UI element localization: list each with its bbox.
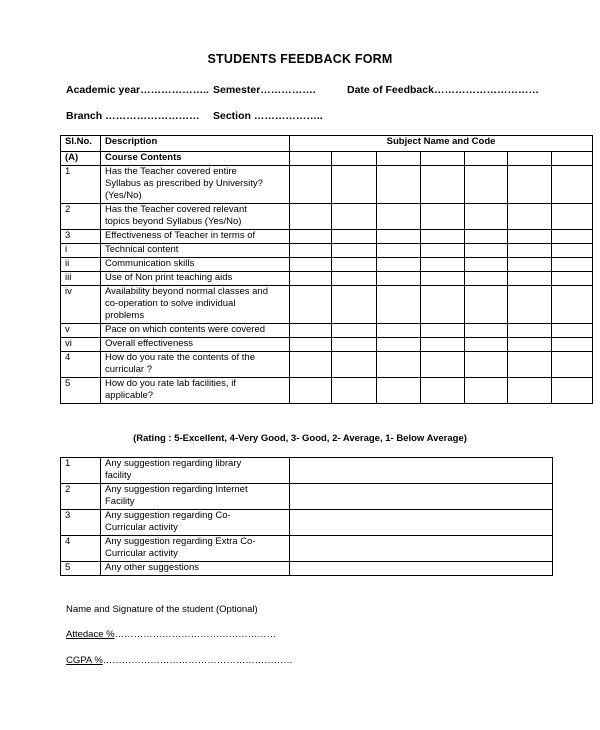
description-line: Facility (105, 496, 135, 507)
rating-cell[interactable] (508, 324, 552, 338)
row-number: 4 (61, 536, 101, 562)
rating-cell[interactable] (508, 378, 552, 404)
academic-year-field: Academic year……………….. (66, 84, 209, 96)
rating-cell[interactable] (290, 204, 332, 230)
description-line: curricular ? (105, 364, 152, 375)
rating-cell[interactable] (421, 378, 465, 404)
rating-cell[interactable] (465, 324, 508, 338)
row-number: vi (61, 338, 101, 352)
suggestion-cell[interactable] (290, 510, 553, 536)
rating-cell[interactable] (508, 286, 552, 324)
description-line: Curricular activity (105, 522, 178, 533)
rating-cell[interactable] (421, 244, 465, 258)
rating-cell[interactable] (332, 152, 377, 166)
cgpa-dots: …………………………………………………… (102, 655, 293, 666)
rating-cell[interactable] (332, 258, 377, 272)
rating-cell[interactable] (377, 378, 421, 404)
rating-cell[interactable] (508, 272, 552, 286)
rating-cell[interactable] (290, 324, 332, 338)
description-line: Availability beyond normal classes and (105, 286, 268, 297)
suggestion-cell[interactable] (290, 458, 553, 484)
rating-cell[interactable] (508, 204, 552, 230)
table-row (61, 458, 553, 484)
suggestion-cell[interactable] (290, 484, 553, 510)
description-header: Description (101, 136, 290, 152)
rating-cell[interactable] (377, 258, 421, 272)
description-line: Has the Teacher covered relevant (105, 204, 247, 215)
rating-cell[interactable] (377, 324, 421, 338)
rating-cell[interactable] (465, 286, 508, 324)
rating-cell[interactable] (332, 166, 377, 204)
rating-cell[interactable] (465, 352, 508, 378)
row-description (101, 272, 290, 286)
attendance-dots: …………………………………………… (114, 629, 277, 640)
row-number: 5 (61, 378, 101, 404)
table-row (61, 324, 593, 338)
table-header-row (61, 136, 593, 152)
branch-field: Branch ……………………… (66, 110, 200, 122)
rating-scale: (Rating : 5-Excellent, 4-Very Good, 3- Good, 2- Average, 1- Below Average) (133, 433, 467, 444)
rating-cell[interactable] (465, 378, 508, 404)
table-row (61, 338, 593, 352)
table-row (61, 510, 553, 536)
rating-cell[interactable] (465, 272, 508, 286)
rating-cell[interactable] (465, 166, 508, 204)
rating-cell[interactable] (332, 272, 377, 286)
description-line: (Yes/No) (105, 190, 142, 201)
rating-cell[interactable] (377, 352, 421, 378)
description-line: Course Contents (105, 152, 182, 163)
rating-cell[interactable] (421, 230, 465, 244)
rating-cell[interactable] (290, 258, 332, 272)
description-line: Curricular activity (105, 548, 178, 559)
rating-cell[interactable] (377, 204, 421, 230)
rating-cell[interactable] (465, 230, 508, 244)
row-description (101, 378, 290, 404)
rating-cell[interactable] (421, 272, 465, 286)
description-line: Any other suggestions (105, 562, 200, 573)
row-number: 1 (61, 458, 101, 484)
rating-cell[interactable] (508, 258, 552, 272)
row-description (101, 352, 290, 378)
row-number: iv (61, 286, 101, 324)
rating-cell[interactable] (465, 338, 508, 352)
semester-field: Semester……………. (213, 84, 316, 96)
rating-cell[interactable] (377, 230, 421, 244)
rating-cell[interactable] (465, 258, 508, 272)
table-row (61, 562, 553, 576)
rating-cell[interactable] (332, 324, 377, 338)
row-description (101, 338, 290, 352)
description-line: Communication skills (105, 258, 195, 269)
description-line: applicable? (105, 390, 154, 401)
rating-cell[interactable] (552, 378, 593, 404)
suggestions-table (60, 457, 553, 576)
rating-cell[interactable] (290, 352, 332, 378)
row-description (101, 204, 290, 230)
table-row (61, 286, 593, 324)
rating-cell[interactable] (377, 244, 421, 258)
row-description (101, 230, 290, 244)
table-row (61, 272, 593, 286)
rating-cell[interactable] (421, 352, 465, 378)
row-description (101, 324, 290, 338)
rating-cell[interactable] (552, 338, 593, 352)
row-description (101, 166, 290, 204)
rating-cell[interactable] (552, 152, 593, 166)
description-line: topics beyond Syllabus (Yes/No) (105, 216, 242, 227)
rating-cell[interactable] (508, 152, 552, 166)
rating-cell[interactable] (290, 338, 332, 352)
rating-cell[interactable] (421, 338, 465, 352)
rating-cell[interactable] (290, 230, 332, 244)
row-description (101, 458, 290, 484)
table-row (61, 230, 593, 244)
row-description (101, 286, 290, 324)
rating-cell[interactable] (552, 244, 593, 258)
rating-cell[interactable] (465, 204, 508, 230)
rating-cell[interactable] (332, 378, 377, 404)
description-line: Effectiveness of Teacher in terms of (105, 230, 256, 241)
rating-cell[interactable] (508, 230, 552, 244)
cgpa-label: CGPA % (66, 655, 103, 666)
rating-cell[interactable] (508, 352, 552, 378)
table-row (61, 536, 553, 562)
table-row (61, 484, 553, 510)
rating-cell[interactable] (552, 230, 593, 244)
description-line: Has the Teacher covered entire (105, 166, 237, 177)
table-row (61, 244, 593, 258)
attendance-label: Attedace % (66, 629, 115, 640)
row-description (101, 258, 290, 272)
row-number: ii (61, 258, 101, 272)
description-line: Any suggestion regarding Internet (105, 484, 248, 495)
row-number: 4 (61, 352, 101, 378)
table-row (61, 352, 593, 378)
rating-cell[interactable] (465, 244, 508, 258)
description-line: Technical content (105, 244, 179, 255)
description-line: Any suggestion regarding Co- (105, 510, 231, 521)
rating-cell[interactable] (332, 338, 377, 352)
rating-cell[interactable] (290, 272, 332, 286)
rating-cell[interactable] (552, 204, 593, 230)
rating-cell[interactable] (332, 244, 377, 258)
section-field: Section ……………….. (213, 110, 323, 122)
date-of-feedback-field: Date of Feedback………………………… (347, 84, 539, 96)
rating-cell[interactable] (290, 152, 332, 166)
attendance-field (66, 629, 276, 640)
row-number: 3 (61, 230, 101, 244)
description-line: How do you rate lab facilities, if (105, 378, 236, 389)
description-line: Any suggestion regarding library (105, 458, 242, 469)
rating-cell[interactable] (377, 338, 421, 352)
signature-label: Name and Signature of the student (Optional) (66, 604, 258, 615)
suggestion-cell[interactable] (290, 536, 553, 562)
subject-name-code-header: Subject Name and Code (290, 136, 593, 152)
rating-cell[interactable] (508, 338, 552, 352)
rating-cell[interactable] (552, 258, 593, 272)
description-line: How do you rate the contents of the (105, 352, 255, 363)
description-line: Syllabus as prescribed by University? (105, 178, 263, 189)
row-description (101, 244, 290, 258)
rating-cell[interactable] (377, 152, 421, 166)
rating-cell[interactable] (290, 286, 332, 324)
rating-cell[interactable] (377, 286, 421, 324)
cgpa-field (66, 655, 293, 666)
table-row (61, 152, 593, 166)
sl-no-header: Sl.No. (61, 136, 101, 152)
row-number: v (61, 324, 101, 338)
rating-cell[interactable] (290, 244, 332, 258)
description-line: Use of Non print teaching aids (105, 272, 233, 283)
rating-cell[interactable] (332, 286, 377, 324)
row-number: iii (61, 272, 101, 286)
rating-cell[interactable] (421, 324, 465, 338)
table-row (61, 204, 593, 230)
row-number: 1 (61, 166, 101, 204)
row-description (101, 152, 290, 166)
rating-cell[interactable] (421, 166, 465, 204)
table-row (61, 378, 593, 404)
description-line: Overall effectiveness (105, 338, 194, 349)
row-number: i (61, 244, 101, 258)
form-title: STUDENTS FEEDBACK FORM (207, 52, 393, 66)
rating-cell[interactable] (508, 244, 552, 258)
description-line: problems (105, 310, 145, 321)
description-line: Pace on which contents were covered (105, 324, 266, 335)
row-description (101, 536, 290, 562)
row-number: 5 (61, 562, 101, 576)
rating-cell[interactable] (465, 152, 508, 166)
table-row (61, 258, 593, 272)
description-line: Any suggestion regarding Extra Co- (105, 536, 256, 547)
row-number: 2 (61, 204, 101, 230)
row-description (101, 562, 290, 576)
rating-cell[interactable] (332, 204, 377, 230)
rating-cell[interactable] (421, 286, 465, 324)
rating-cell[interactable] (290, 166, 332, 204)
rating-cell[interactable] (421, 258, 465, 272)
rating-cell[interactable] (552, 286, 593, 324)
rating-cell[interactable] (508, 166, 552, 204)
rating-cell[interactable] (332, 352, 377, 378)
rating-cell[interactable] (290, 378, 332, 404)
suggestion-cell[interactable] (290, 562, 553, 576)
rating-cell[interactable] (552, 166, 593, 204)
rating-cell[interactable] (377, 272, 421, 286)
description-line: co-operation to solve individual (105, 298, 236, 309)
row-description (101, 510, 290, 536)
row-description (101, 484, 290, 510)
rating-cell[interactable] (552, 324, 593, 338)
rating-cell[interactable] (332, 230, 377, 244)
row-number: 2 (61, 484, 101, 510)
rating-cell[interactable] (552, 352, 593, 378)
rating-cell[interactable] (421, 204, 465, 230)
table-row (61, 166, 593, 204)
rating-cell[interactable] (421, 152, 465, 166)
row-number: (A) (61, 152, 101, 166)
row-number: 3 (61, 510, 101, 536)
rating-cell[interactable] (552, 272, 593, 286)
course-feedback-table (60, 135, 593, 404)
description-line: facility (105, 470, 132, 481)
rating-cell[interactable] (377, 166, 421, 204)
